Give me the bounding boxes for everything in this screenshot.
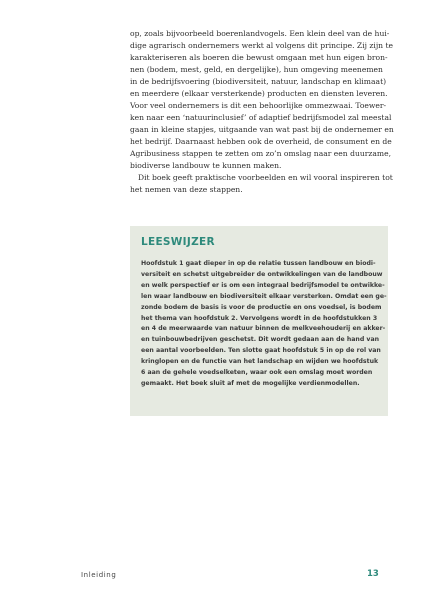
reading-guide-text	[141, 259, 387, 390]
guide-line: kringlopen en de functie van het landschap en wijden we hoofdstuk	[141, 358, 379, 366]
body-line: het bedrijf. Daarnaast hebben ook de overheid, de consument en de	[130, 137, 392, 146]
body-line: in de bedrijfsvoering (biodiversiteit, natuur, landschap en klimaat)	[130, 77, 387, 86]
body-line: het nemen van deze stappen.	[130, 185, 243, 194]
guide-line: en 4 de meerwaarde van natuur binnen de melkveehouderij en akker-	[141, 325, 386, 333]
reading-guide-title: LEESWIJZER	[141, 236, 215, 248]
guide-line: en tuinbouwbedrijven geschetst. Dit wordt gedaan aan de hand van	[141, 336, 380, 344]
guide-line: het thema van hoofdstuk 2. Vervolgens wordt in de hoofdstukken 3	[141, 314, 378, 322]
guide-line: een aantal voorbeelden. Ten slotte gaat hoofdstuk 5 in op de rol van	[141, 347, 381, 355]
guide-line: gemaakt. Het boek sluit af met de mogelijke verdienmodellen.	[141, 379, 360, 387]
body-line: en meerdere (elkaar versterkende) producten en diensten leveren.	[130, 89, 388, 98]
page-number: 13	[367, 569, 379, 579]
guide-line: 6 aan de gehele voedselketen, waar ook een omslag moet worden	[141, 369, 373, 377]
guide-line: len waar landbouw en biodiversiteit elkaar versterken. Omdat een ge-	[141, 292, 387, 300]
body-line: Voor veel ondernemers is dit een behoorlijke ommezwaai. Toewer-	[130, 101, 387, 110]
reading-guide-box	[130, 226, 388, 416]
body-line: op, zoals bijvoorbeeld boerenlandvogels. Een klein deel van de hui-	[130, 29, 390, 38]
guide-line: versiteit en schetst uitgebreider de ontwikkelingen van de landbouw	[141, 270, 383, 278]
body-line: dige agrarisch ondernemers werkt al volgens dit principe. Zij zijn te	[130, 41, 394, 50]
guide-line: zonde bodem de basis is voor de productie en ons voedsel, is bodem	[141, 303, 382, 311]
body-line: Agribusiness stappen te zetten om zo’n omslag naar een duurzame,	[130, 149, 391, 158]
body-line: nen (bodem, mest, geld, en dergelijke), hun omgeving meenemen	[130, 65, 383, 74]
body-line: karakteriseren als boeren die bewust omgaan met hun eigen bron-	[130, 53, 388, 62]
body-line: gaan in kleine stapjes, uitgaande van wat past bij de ondernemer en	[130, 125, 394, 134]
footer-section-label: Inleiding	[81, 571, 117, 579]
guide-line: en welk perspectief er is om een integraal bedrijfsmodel te ontwikke-	[141, 281, 385, 289]
body-line: Dit boek geeft praktische voorbeelden en wil vooral inspireren tot	[138, 173, 393, 182]
guide-line: Hoofdstuk 1 gaat dieper in op de relatie tussen landbouw en biodi-	[141, 260, 376, 267]
body-text	[130, 28, 394, 196]
body-line: biodiverse landbouw te kunnen maken.	[130, 161, 282, 170]
body-line: ken naar een ‘natuurinclusief’ of adaptief bedrijfsmodel zal meestal	[130, 113, 392, 122]
